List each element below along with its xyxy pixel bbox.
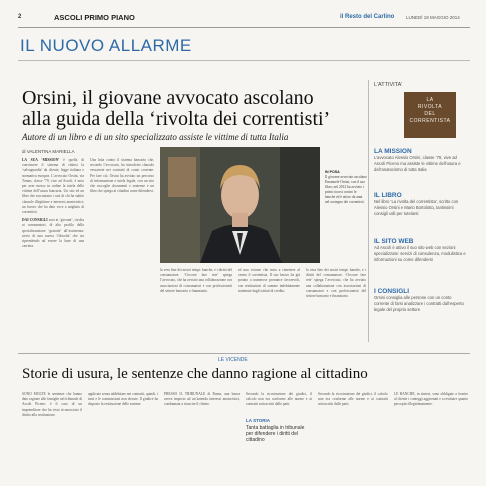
sidebar-section-title: LA MISSION [374, 148, 412, 155]
photo-caption [325, 170, 367, 205]
banner-divider [18, 60, 470, 61]
section-banner: IL NUOVO ALLARME [20, 36, 192, 55]
article-column-3: la vera fine dei nostri tempi: banche, e i diritti del consumatore. ‘Occorre fare rete’ spiega l’avvocato, che ha avviato una collaborazione con associazioni di consumatori e con professionisti del settore bancario e finanziario. [160, 268, 232, 293]
paragraph-text: è quella di convincere il sistema di ridarsi la ‘salvaguardia’ da cliente, legge italiana e normativa europea. L’avvocato Orsini, via Tomas, classe ’79, vice ad Ascoli, è noto per aver messo in ordine la tutela delle vittime dell’usura bancaria. Un sito ed un libro che raccontano i casi di chi ha subito clausole illegittime e interessi anatocistici; un lavoro che ha dato voce a migliaia di correntisti. [22, 158, 84, 215]
sidebar-section-text: L’avvocato Alessio Orsini, classe ’79, vive ad Ascoli Piceno ma assiste le vittime dell’usura e dell’anatocismo di tutta Italia [374, 155, 461, 172]
bottom-column-6: LE BANCHE, in sintesi, sono obbligate a fornire al cliente i conteggi aggiornati e a restituire quanto percepito illegittimamente. [394, 392, 468, 407]
paragraph-text: suoi ai ‘giovani’, rivolta ai consumatori, di alto profilo della specializzazione ‘gratuite’ all’assistenza: avvio di una nuova ‘filosofia’ che sta riprendendo ad essere la base di una carriera. [22, 218, 84, 249]
article-column-4: ed una visione che mira a rimettere al centro il correntista. Il suo lavoro ha già portato a numerose pronunce favorevoli, con restituzioni di somme indebitamente trattenute dagli istituti di credito. [238, 268, 300, 293]
caption-text: Il giovane avvocato ascolano Emanuele Orsini, con il suo libro; nel 2012 ha avviato i primi ricorsi contro le banche ed è attivo da anni nel sostegno dei correntisti. [325, 175, 367, 204]
sidebar-section-text: Nel libro ‘La rivolta del correntista’, scritto con Alessio Orsini e Mario Bortolotto, tantissimi consigli utili per tutelarsi [374, 199, 459, 216]
sidebar-section-text: Orsini consiglia alle persone con un conto corrente di farsi analizzare i contratti dall’esperto legale del proprio settore [374, 295, 464, 312]
sidebar-section-title: IL SITO WEB [374, 238, 414, 245]
newspaper-brand: il Resto del Carlino [340, 14, 395, 20]
headline-line-1: Orsini, il giovane avvocato ascolano [22, 87, 314, 109]
sidebar-section-consigli [374, 288, 468, 313]
article-column-2: Una lotta contro il sistema bancario che, secondo l’avvocato, ha introdotto clausole vessatorie nei contratti di conto corrente. Per fare ciò, Orsini ha avviato un percorso di informazione e tutela legale, con un sito che raccoglie documenti e sentenze e un libro che spiega ai cittadini come difendersi. [90, 158, 154, 194]
bottom-column-2: applicate senza addebitare nei contratti, quindi, i tassi e le commissioni non dovute. Il giudice ha disposto la restituzione delle somme. [88, 392, 158, 407]
article-subheadline: Autore di un libro e di un sito specializzato assiste le vittime di tutta Italia [22, 132, 289, 142]
box-line: CORRENTISTA [409, 118, 451, 124]
portrait-photo [160, 147, 320, 263]
page-number: 2 [18, 14, 22, 20]
sidebar-section-title: IL LIBRO [374, 192, 402, 199]
sidebar-section-text: Ad Ascoli è attivo il suo sito web con sezioni specializzate: servizi di consulenza, modulistica e informazioni su come difendersi [374, 245, 466, 262]
sidebar-tag: L’ATTIVITA’ [374, 82, 403, 88]
portrait-illustration [160, 147, 320, 263]
box-line: LA [426, 97, 434, 103]
sidebar-title-box [404, 92, 456, 138]
paragraph-lead: LA SUA ‘MISSION’ [22, 158, 60, 162]
paragraph [22, 218, 84, 249]
bottom-column-3: PRESSO IL TRIBUNALE di Roma, una banca aveva imposto ad un’azienda interessi anatocistici, condannata a risarcire il cliente. [164, 392, 240, 407]
page-header [18, 14, 470, 24]
sidebar-divider [368, 80, 369, 342]
issue-date: LUNEDÌ 19 MAGGIO 2014 [406, 15, 460, 20]
section-title: ASCOLI PRIMO PIANO [54, 13, 135, 22]
storia-tag: LA STORIA [246, 418, 271, 423]
bottom-divider [18, 353, 470, 354]
sidebar-section-libro [374, 192, 468, 217]
sidebar-section-title: I CONSIGLI [374, 288, 410, 295]
storia-text: Tanta battaglia in tribunale per difendere i diritti del cittadino [246, 425, 305, 443]
sidebar-section-sito [374, 238, 468, 263]
sidebar-section-mission [374, 148, 468, 173]
article-byline: di VALENTINA MARIELLA [22, 149, 75, 154]
box-line: DEL [424, 111, 436, 117]
bottom-column-4: Secondo la ricostruzione dei giudici, il calcolo non era conforme alle norme e ai contratti sottoscritti dalle parti. [246, 392, 312, 407]
bottom-column-1: SONO MOLTE le sentenze che hanno dato ragione alle famiglie nel tribunale di Ascoli Piceno: è il caso di un imprenditore che ha visto riconosciuto il diritto alla restituzione. [22, 392, 82, 417]
box-line: RIVOLTA [417, 104, 443, 110]
header-divider [18, 27, 470, 28]
article-column-1 [22, 158, 84, 342]
bottom-section-label: LE VICENDE [218, 357, 248, 363]
paragraph-lead: DAI CONSIGLI [22, 218, 48, 223]
headline-line-2: alla guida della ‘rivolta dei correntisti’ [22, 108, 331, 130]
caption-title: IN POSA [325, 170, 340, 174]
article-headline [22, 88, 367, 130]
paragraph [22, 158, 84, 215]
article-column-5: la vera fine dei nostri tempi: banche, e i diritti del consumatore. ‘Occorre fare rete’ spiega l’avvocato, che ha avviato una collaborazione con associazioni di consumatori e con professionisti del settore bancario e finanziario. [306, 268, 366, 299]
bottom-column-5: Secondo la ricostruzione dei giudici, il calcolo non era conforme alle norme e ai contratti sottoscritti dalle parti. [318, 392, 388, 407]
bottom-headline: Storie di usura, le sentenze che danno ragione al cittadino [22, 366, 368, 382]
